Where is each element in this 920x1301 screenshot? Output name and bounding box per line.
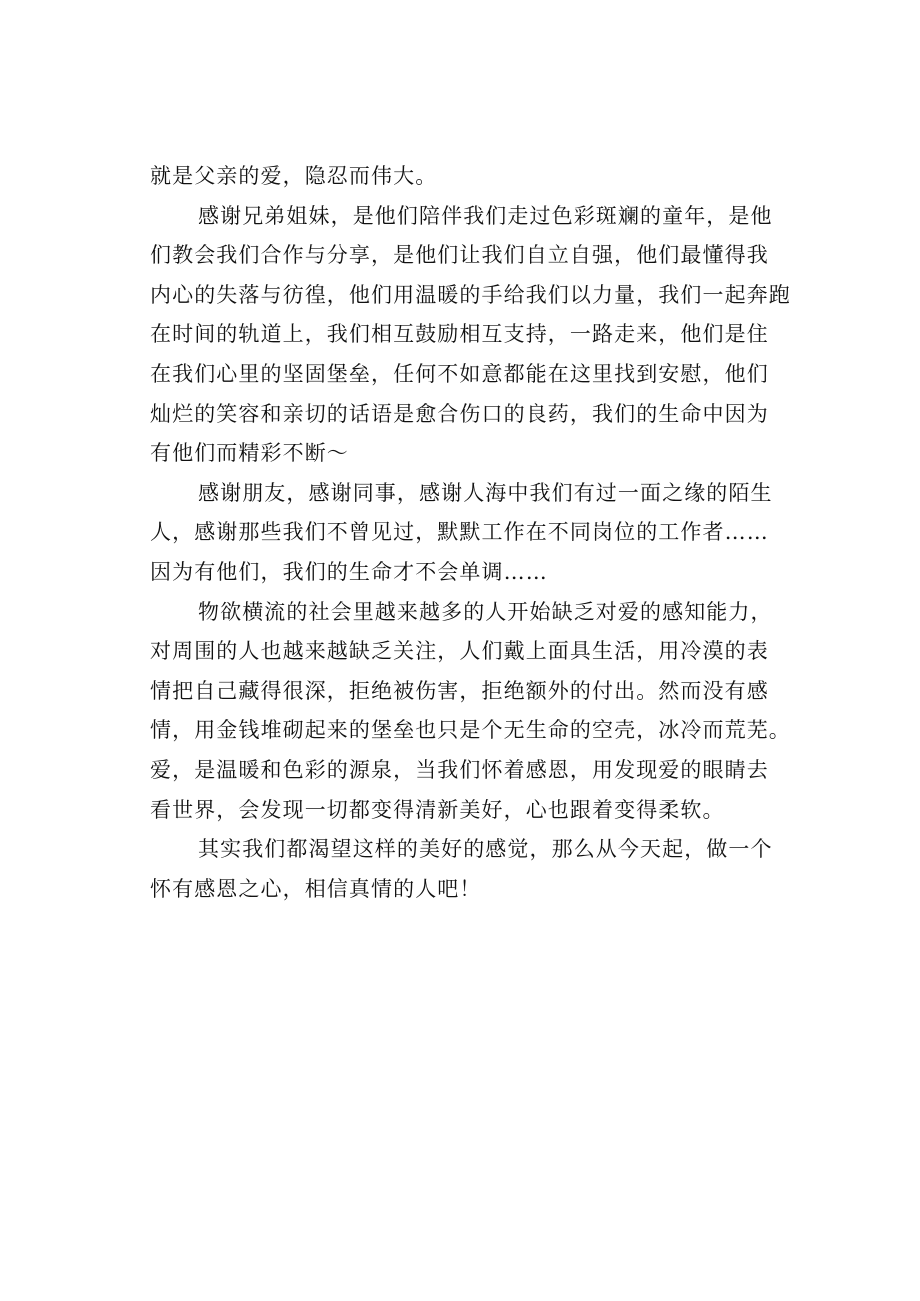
text-line: 们教会我们合作与分享，是他们让我们自立自强，他们最懂得我 bbox=[150, 243, 769, 268]
paragraph-start-line: 感谢朋友，感谢同事，感谢人海中我们有过一面之缘的陌生 bbox=[198, 480, 773, 505]
text-line: 对周围的人也越来越缺乏关注，人们戴上面具生活，用冷漠的表 bbox=[150, 639, 769, 664]
text-line: 在时间的轨道上，我们相互鼓励相互支持，一路走来，他们是住 bbox=[150, 322, 769, 347]
text-line: 灿烂的笑容和亲切的话语是愈合伤口的良药，我们的生命中因为 bbox=[150, 401, 769, 426]
text-line: 内心的失落与彷徨，他们用温暖的手给我们以力量，我们一起奔跑 bbox=[150, 282, 791, 307]
text-line: 人，感谢那些我们不曾见过，默默工作在不同岗位的工作者…… bbox=[150, 520, 769, 545]
text-line: 有他们而精彩不断～ bbox=[150, 441, 349, 466]
text-line: 情把自己藏得很深，拒绝被伤害，拒绝额外的付出。然而没有感 bbox=[150, 678, 769, 703]
paragraph-start-line: 物欲横流的社会里越来越多的人开始缺乏对爱的感知能力， bbox=[198, 599, 773, 624]
body-text bbox=[150, 157, 810, 909]
text-line: 怀有感恩之心，相信真情的人吧！ bbox=[150, 876, 482, 901]
text-line: 爱，是温暖和色彩的源泉，当我们怀着感恩，用发现爱的眼睛去 bbox=[150, 757, 769, 782]
text-line: 在我们心里的坚固堡垒，任何不如意都能在这里找到安慰，他们 bbox=[150, 361, 769, 386]
text-line: 因为有他们，我们的生命才不会单调…… bbox=[150, 559, 548, 584]
paragraph-start-line: 其实我们都渴望这样的美好的感觉，那么从今天起，做一个 bbox=[198, 837, 773, 862]
text-line: 就是父亲的爱，隐忍而伟大。 bbox=[150, 164, 438, 188]
paragraph-start-line: 感谢兄弟姐妹，是他们陪伴我们走过色彩斑斓的童年，是他 bbox=[198, 203, 773, 228]
text-line: 看世界，会发现一切都变得清新美好，心也跟着变得柔软。 bbox=[150, 797, 725, 822]
text-line: 情，用金钱堆砌起来的堡垒也只是个无生命的空壳，冰冷而荒芜。 bbox=[150, 718, 791, 743]
